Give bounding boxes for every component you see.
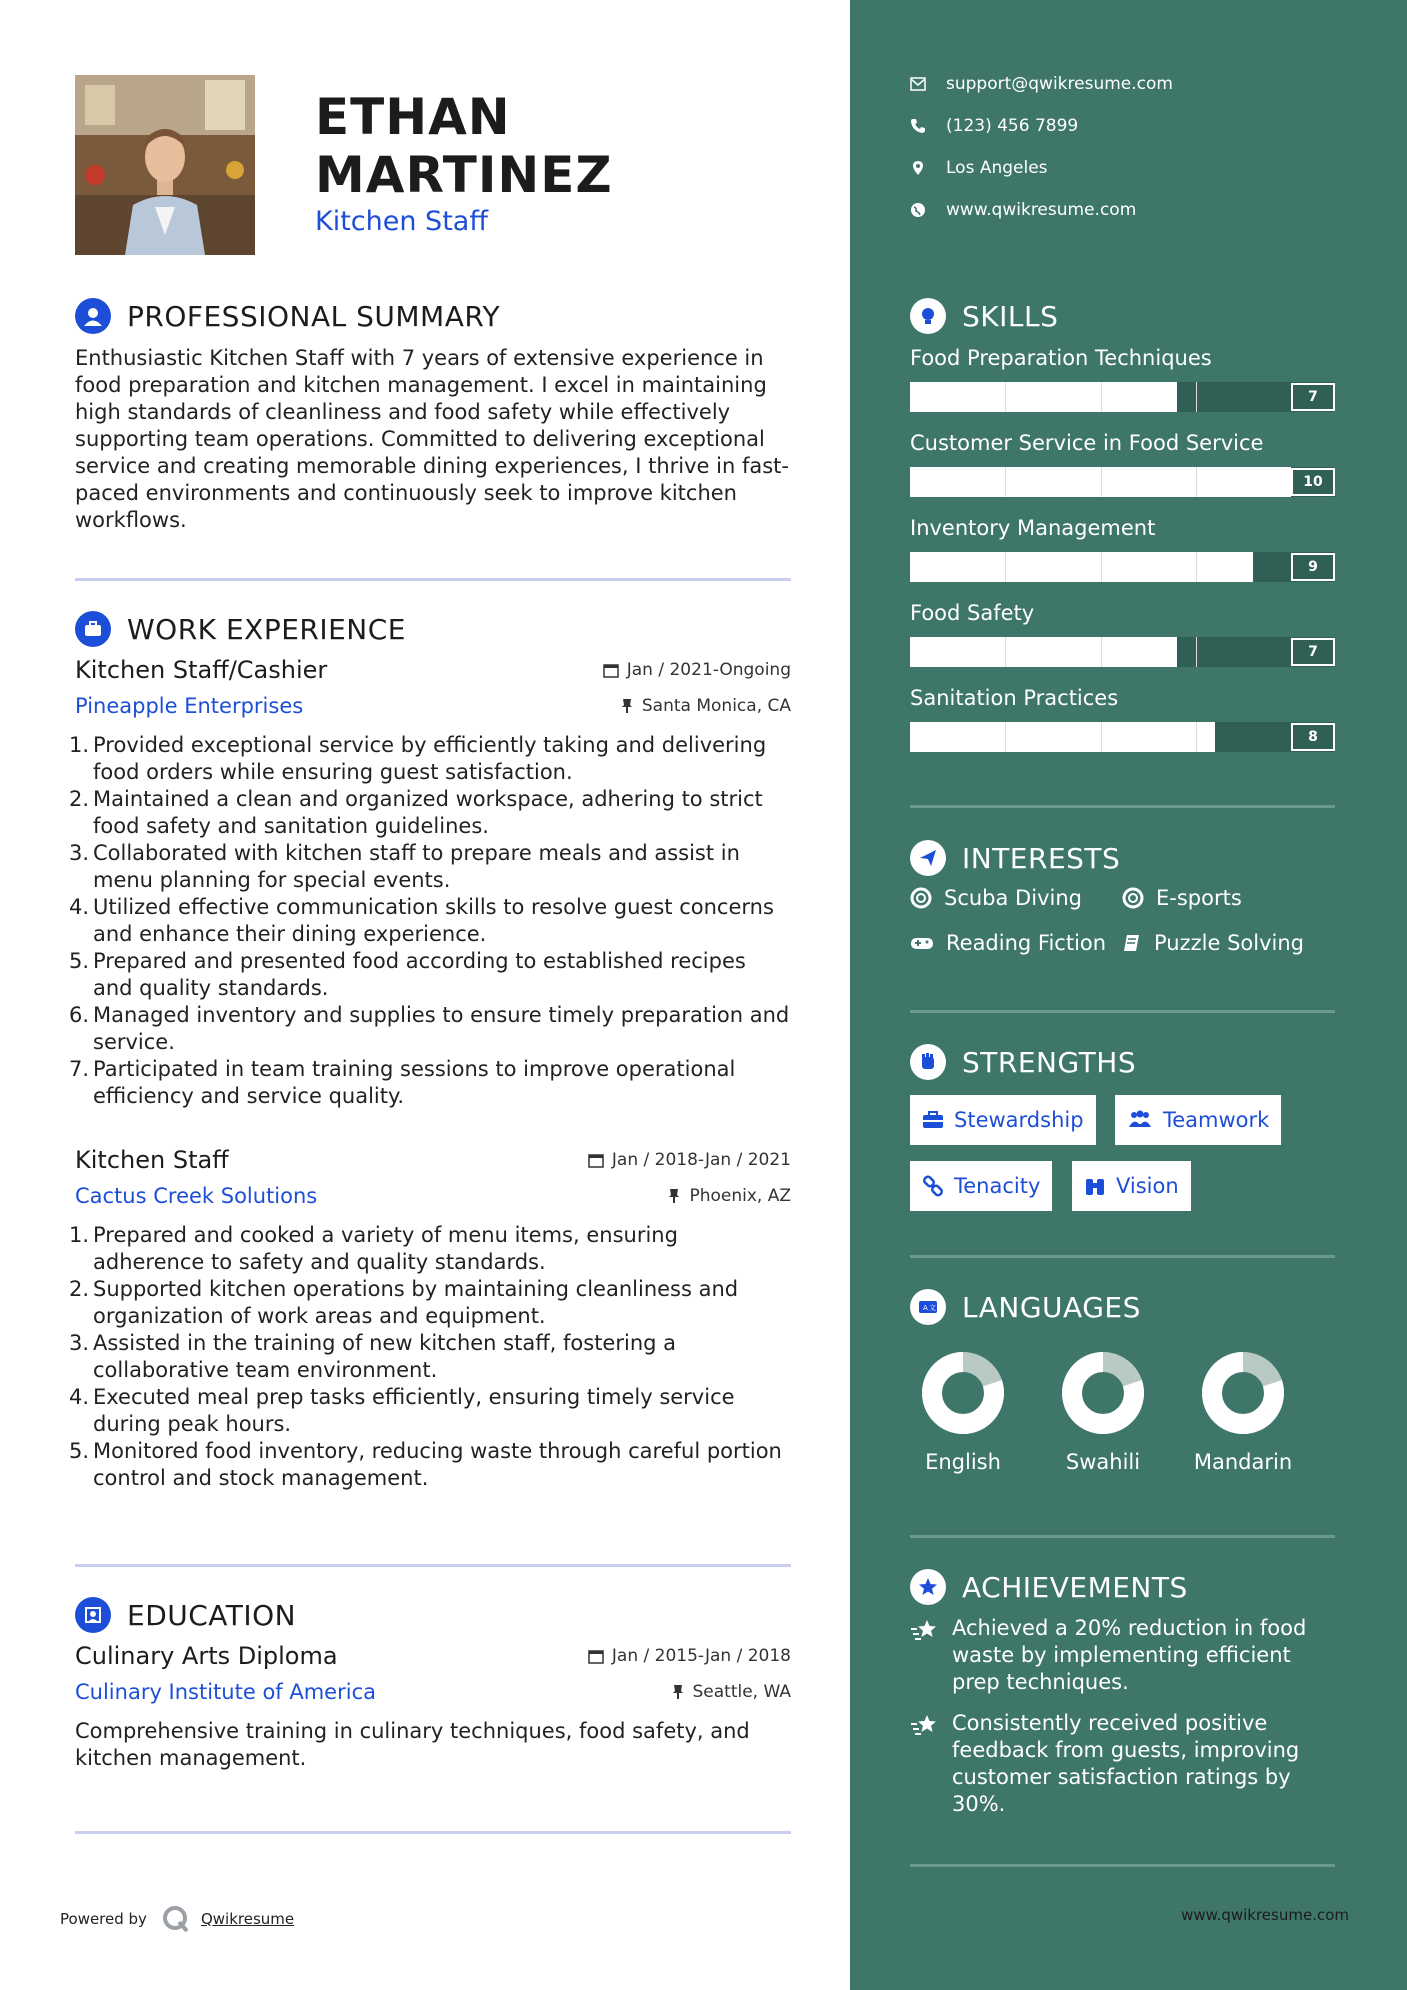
summary-title: PROFESSIONAL SUMMARY [127,299,501,333]
pin-icon [671,1684,685,1700]
calendar-icon [588,1648,604,1664]
interest-item [1122,931,1304,955]
language-name: Swahili [1065,1450,1141,1474]
contact-location [910,158,1048,178]
interest-item [1122,886,1242,910]
education-title: EDUCATION [127,1598,297,1632]
contact-website-text[interactable]: www.qwikresume.com [946,200,1137,220]
interest-label: Puzzle Solving [1154,931,1304,955]
briefcase-icon [75,611,111,647]
skill-bar-fill [910,722,1215,752]
skill-item [910,431,1335,497]
job-duty: 4. Utilized effective communication skills to resolve guest concerns and enhance their dining experience. [69,895,774,946]
job-duty: 5. Monitored food inventory, reducing waste through careful portion control and stock management. [69,1439,782,1490]
education-dates-text: Jan / 2015-Jan / 2018 [611,1646,791,1666]
star-badge-icon [910,1569,946,1605]
section-divider [910,1535,1335,1538]
contact-email-text: support@qwikresume.com [946,74,1173,94]
strength-label: Stewardship [954,1108,1084,1132]
job-location [620,696,791,716]
skill-bar-segment [1005,637,1006,667]
languages-title: LANGUAGES [962,1290,1141,1324]
job-location-text: Phoenix, AZ [689,1186,791,1206]
achievement-text: Consistently received positive feedback from guests, improving customer satisfaction ratings by 30%. [952,1711,1300,1816]
languages-heading [910,1289,1141,1325]
job-entry [69,1146,791,1492]
life-ring-icon [1122,887,1144,909]
skill-bar-segment [1101,467,1102,497]
strengths-title: STRENGTHS [962,1045,1137,1079]
powered-by [60,1904,294,1934]
phone-icon [910,118,926,134]
contact-website [910,200,1136,220]
job-duty: 3. Assisted in the training of new kitchen staff, fostering a collaborative team environment. [69,1331,677,1382]
skills-title: SKILLS [962,299,1059,333]
sidebar [850,0,1407,1990]
education-location [671,1682,792,1702]
achievement-item [910,1615,1340,1696]
briefcase-icon [922,1111,944,1129]
footer-website[interactable]: www.qwikresume.com [1181,1906,1349,1924]
skill-level: 8 [1291,723,1335,751]
section-divider [910,1255,1335,1258]
section-divider [910,1010,1335,1013]
skill-bar-segment [1196,637,1197,667]
skill-level: 7 [1291,638,1335,666]
achievements-heading [910,1569,1188,1605]
skill-name: Food Safety [910,601,1035,625]
job-duty: 3. Collaborated with kitchen staff to prepare meals and assist in menu planning for special events. [69,841,740,892]
contact-email [910,74,1173,94]
job-entry [69,656,791,1110]
contact-location-text: Los Angeles [946,158,1048,178]
job-duty: 1. Provided exceptional service by efficiently taking and delivering food orders while ensuring guest satisfaction. [69,733,767,784]
job-company: Cactus Creek Solutions [75,1184,318,1208]
experience-heading [75,611,406,647]
interests-heading [910,840,1120,876]
envelope-icon [910,77,926,91]
experience-title: WORK EXPERIENCE [127,612,406,646]
education-description: Comprehensive training in culinary techniques, food safety, and kitchen management. [75,1719,750,1770]
skill-bar-segment [1005,467,1006,497]
last-name: MARTINEZ [315,146,613,204]
skills-heading [910,298,1058,334]
interest-item [910,886,1082,910]
achievement-text: Achieved a 20% reduction in food waste by implementing efficient prep techniques. [952,1616,1307,1694]
skill-level: 10 [1291,468,1335,496]
job-duty: 2. Supported kitchen operations by maintaining cleanliness and organization of work areas and equipment. [69,1277,739,1328]
job-duty: 4. Executed meal prep tasks efficiently, ensuring timely service during peak hours. [69,1385,735,1436]
skill-bar-fill [910,382,1177,412]
user-icon [75,298,111,334]
language-icon [910,1289,946,1325]
language-proficiency-ring [920,1350,1006,1436]
job-location-text: Santa Monica, CA [641,696,791,716]
skill-bar [910,552,1335,582]
achievement-item [910,1710,1340,1818]
job-duties [69,732,791,1110]
profile-photo [75,75,255,255]
pin-icon [620,698,634,714]
map-marker-icon [910,160,926,176]
summary-heading [75,298,500,334]
section-divider [75,578,791,581]
skill-bar [910,467,1335,497]
qwikresume-logo-icon [161,1904,191,1934]
strength-tag [910,1161,1052,1211]
skill-level: 7 [1291,383,1335,411]
job-dates-text: Jan / 2021-Ongoing [626,660,791,680]
lightbulb-icon [910,298,946,334]
skill-bar-segment [1196,382,1197,412]
strength-label: Teamwork [1163,1108,1270,1132]
skill-name: Sanitation Practices [910,686,1119,710]
skill-bar-segment [1196,552,1197,582]
strength-tag [910,1095,1096,1145]
job-duty: 7. Participated in team training sessions to improve operational efficiency and service quality. [69,1057,736,1108]
education-heading [75,1597,296,1633]
gamepad-icon [910,935,934,951]
interest-label: E-sports [1156,886,1242,910]
svg-text:A: A [923,1304,928,1312]
interests-title: INTERESTS [962,841,1121,875]
skill-bar-segment [1005,722,1006,752]
language-proficiency-ring [1200,1350,1286,1436]
language-item [1048,1350,1158,1474]
skill-bar-fill [910,637,1177,667]
powered-by-label: Powered by [60,1910,147,1928]
education-dates [588,1646,791,1666]
language-item [1188,1350,1298,1474]
job-title: Kitchen Staff [315,206,488,237]
section-divider [75,1831,791,1834]
job-company: Pineapple Enterprises [75,694,304,718]
paper-plane-icon [910,840,946,876]
skill-item [910,516,1335,582]
skill-bar-segment [1005,382,1006,412]
calendar-icon [603,662,619,678]
skill-bar-segment [1196,467,1197,497]
strength-tag [1072,1161,1191,1211]
candidate-name [315,88,613,204]
skill-item [910,686,1335,752]
section-divider [910,1864,1335,1867]
skill-bar-segment [1101,382,1102,412]
skill-item [910,346,1335,412]
language-name: Mandarin [1193,1450,1293,1474]
qwikresume-link[interactable]: Qwikresume [200,1910,295,1928]
education-entry [75,1642,791,1772]
strengths-heading [910,1044,1136,1080]
language-item [908,1350,1018,1474]
skill-name: Customer Service in Food Service [910,431,1264,455]
job-duties [69,1222,791,1492]
job-role: Kitchen Staff/Cashier [75,656,328,684]
education-location-text: Seattle, WA [692,1682,791,1702]
language-proficiency-ring [1060,1350,1146,1436]
skill-name: Inventory Management [910,516,1156,540]
first-name: ETHAN [315,88,511,146]
job-dates [588,1150,791,1170]
job-duty: 5. Prepared and presented food according to established recipes and quality standards. [69,949,746,1000]
life-ring-icon [910,887,932,909]
interest-item [910,931,1106,955]
book-icon [1122,933,1142,953]
summary-text: Enthusiastic Kitchen Staff with 7 years of extensive experience in food preparation and kitchen management. I excel in maintaining high standards of cleanliness and food safety while effectively supporting team operations. Committed to delivering exceptional service and creating memorable dining experiences, I thrive in fast-paced environments and continuously seek to improve kitchen workflows. [75,346,789,532]
skill-bar-segment [1101,637,1102,667]
skill-bar-fill [910,552,1253,582]
binoculars-icon [1084,1175,1106,1197]
pin-icon [667,1188,681,1204]
skill-bar-segment [1101,552,1102,582]
language-name: English [925,1450,1001,1474]
job-role: Kitchen Staff [75,1146,229,1174]
users-icon [1127,1110,1153,1130]
section-divider [910,805,1335,808]
skill-bar [910,722,1335,752]
section-divider [75,1564,791,1567]
school: Culinary Institute of America [75,1680,376,1704]
job-duty: 6. Managed inventory and supplies to ensure timely preparation and service. [69,1003,790,1054]
achievements-title: ACHIEVEMENTS [962,1570,1188,1604]
interest-label: Scuba Diving [944,886,1082,910]
link-icon [922,1175,944,1197]
skill-bar [910,637,1335,667]
skill-name: Food Preparation Techniques [910,346,1212,370]
job-dates [603,660,791,680]
job-duty: 1. Prepared and cooked a variety of menu items, ensuring adherence to safety and quality standards. [69,1223,678,1274]
interest-label: Reading Fiction [946,931,1107,955]
calendar-icon [588,1152,604,1168]
skill-bar-segment [1101,722,1102,752]
strength-label: Tenacity [954,1174,1041,1198]
job-dates-text: Jan / 2018-Jan / 2021 [611,1150,791,1170]
globe-icon [910,202,926,218]
skill-bar [910,382,1335,412]
skill-item [910,601,1335,667]
shooting-star-icon [910,1617,940,1643]
skill-bar-segment [1196,722,1197,752]
job-location [667,1186,791,1206]
shooting-star-icon [910,1712,940,1738]
degree: Culinary Arts Diploma [75,1642,338,1670]
skill-level: 9 [1291,553,1335,581]
job-duty: 2. Maintained a clean and organized workspace, adhering to strict food safety and sanitation guidelines. [69,787,763,838]
contact-phone [910,116,1078,136]
fist-icon [910,1044,946,1080]
contact-phone-text: (123) 456 7899 [946,116,1079,136]
skill-bar-segment [1005,552,1006,582]
strength-label: Vision [1116,1174,1179,1198]
svg-text:文: 文 [929,1304,936,1312]
graduation-icon [75,1597,111,1633]
strength-tag [1115,1095,1281,1145]
